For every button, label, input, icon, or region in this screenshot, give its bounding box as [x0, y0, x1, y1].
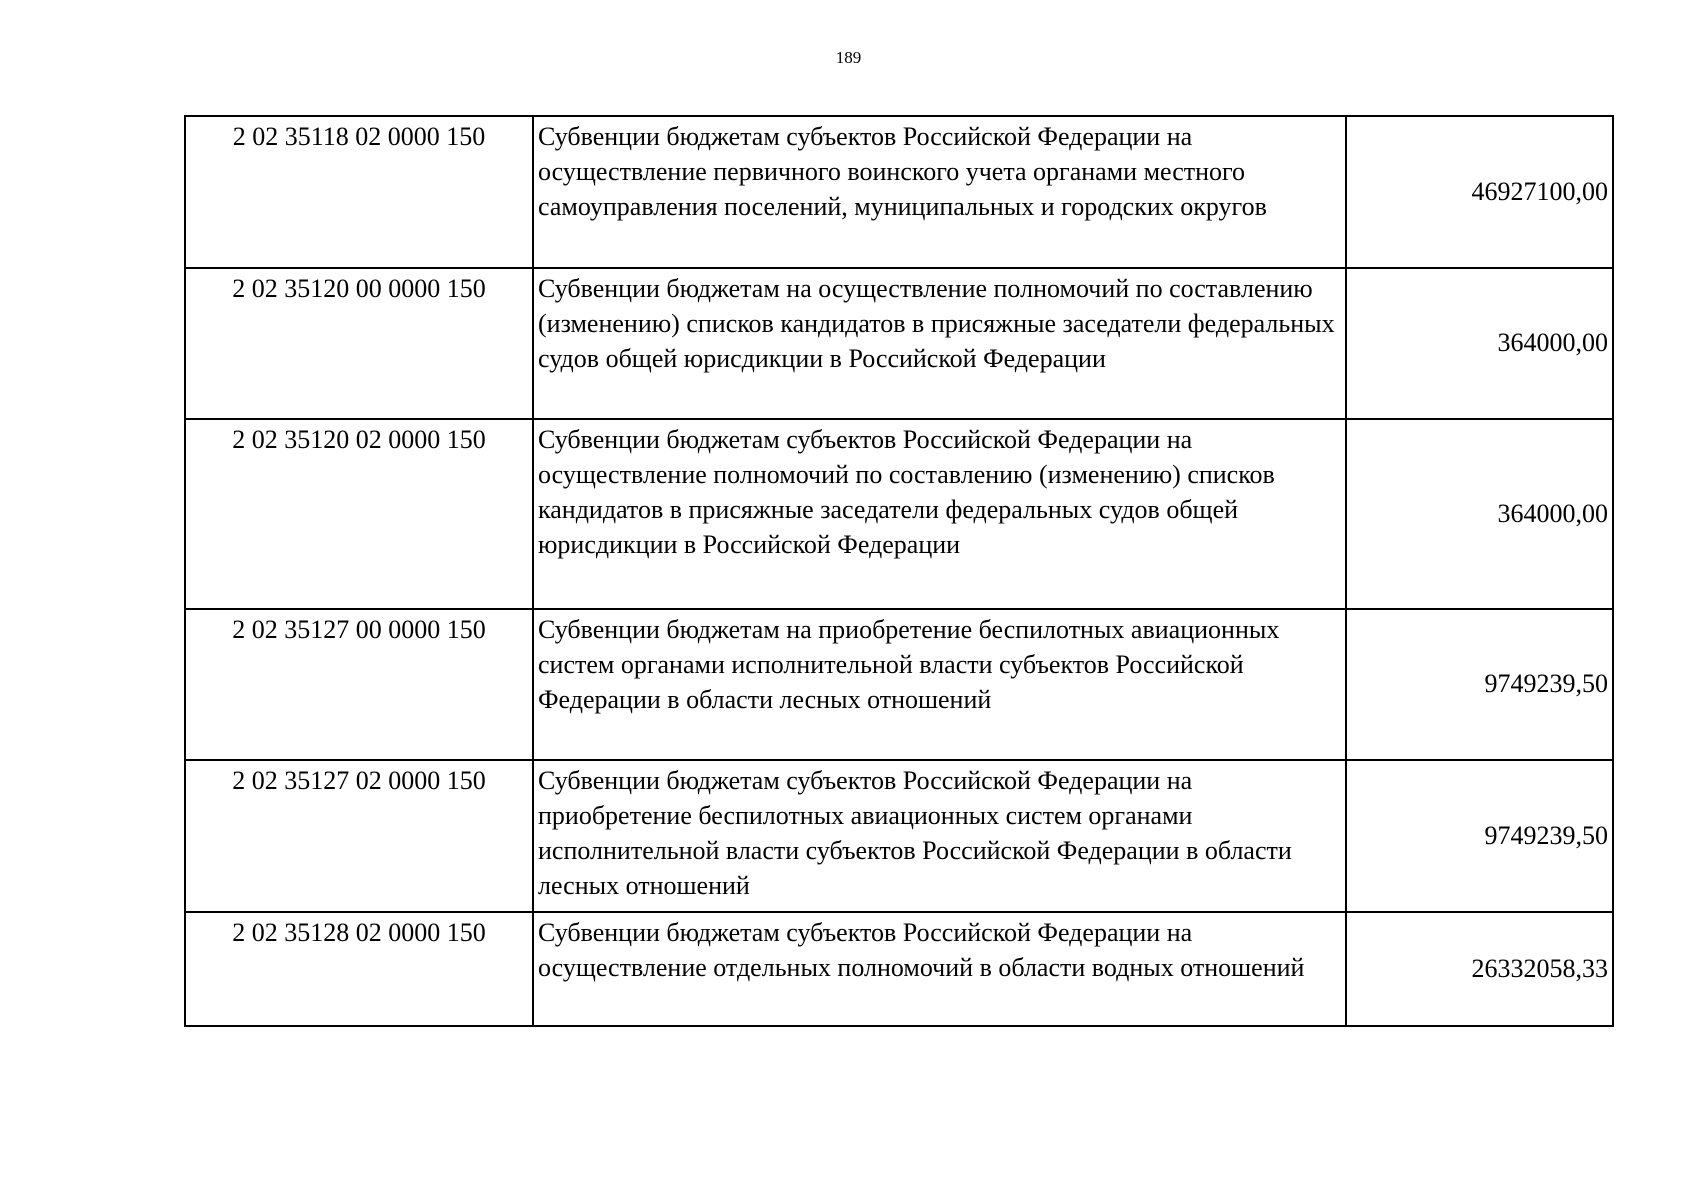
budget-code-cell: 2 02 35128 02 0000 150: [185, 912, 533, 1026]
revenue-name-cell: Субвенции бюджетам на осуществление полномочий по составлению (изменению) списков кандидатов в присяжные заседатели федеральных судов общей юрисдикции в Российской Федерации: [533, 268, 1346, 419]
amount-cell: 26332058,33: [1346, 912, 1613, 1026]
table-row: [185, 912, 1613, 1026]
page-number: 189: [835, 48, 862, 67]
budget-code-cell: 2 02 35127 02 0000 150: [185, 760, 533, 912]
budget-code-cell: 2 02 35120 02 0000 150: [185, 419, 533, 609]
budget-code-cell: 2 02 35120 00 0000 150: [185, 268, 533, 419]
budget-code-cell: 2 02 35118 02 0000 150: [185, 116, 533, 268]
amount-cell: 9749239,50: [1346, 609, 1613, 760]
revenue-name-cell: Субвенции бюджетам субъектов Российской Федерации на осуществление первичного воинского учета органами местного самоуправления поселений, муниципальных и городских округов: [533, 116, 1346, 268]
revenue-name-cell: Субвенции бюджетам субъектов Российской Федерации на осуществление полномочий по составлению (изменению) списков кандидатов в присяжные заседатели федеральных судов общей юрисдикции в Российской Федерации: [533, 419, 1346, 609]
amount-cell: 46927100,00: [1346, 116, 1613, 268]
revenue-name-cell: Субвенции бюджетам на приобретение беспилотных авиационных систем органами исполнительной власти субъектов Российской Федерации в области лесных отношений: [533, 609, 1346, 760]
table-row: [185, 609, 1613, 760]
table-row: [185, 419, 1613, 609]
revenue-name-cell: Субвенции бюджетам субъектов Российской Федерации на осуществление отдельных полномочий в области водных отношений: [533, 912, 1346, 1026]
amount-cell: 364000,00: [1346, 268, 1613, 419]
table-row: [185, 268, 1613, 419]
revenue-name-cell: Субвенции бюджетам субъектов Российской Федерации на приобретение беспилотных авиационных систем органами исполнительной власти субъектов Российской Федерации в области лесных отношений: [533, 760, 1346, 912]
table-row: [185, 116, 1613, 268]
budget-revenue-table: [184, 115, 1614, 1027]
budget-code-cell: 2 02 35127 00 0000 150: [185, 609, 533, 760]
amount-cell: 9749239,50: [1346, 760, 1613, 912]
amount-cell: 364000,00: [1346, 419, 1613, 609]
table-row: [185, 760, 1613, 912]
